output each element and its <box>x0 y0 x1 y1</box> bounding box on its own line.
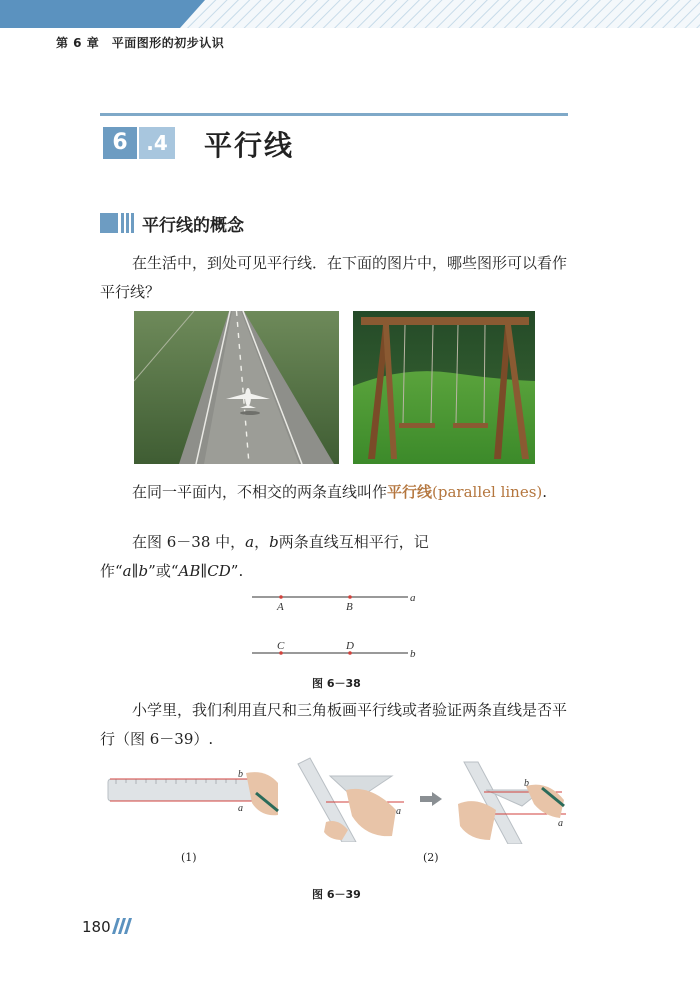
notation-ab-parallel-cd: AB∥CD <box>178 562 231 580</box>
intro-paragraph: 在生活中，到处可见平行线．在下面的图片中，哪些图形可以看作平行线？ <box>100 254 568 301</box>
notation-text: 两条直线互相平行，记作“ <box>100 533 429 580</box>
notation-a-parallel-b: a∥b <box>122 562 149 580</box>
label-a: a <box>238 803 243 814</box>
label-b: b <box>238 769 243 780</box>
var-b: b <box>269 533 279 551</box>
notation-text: ”或“ <box>148 562 179 580</box>
figure-6-39-sub2: (2) <box>423 851 439 864</box>
figure-6-39-1-ruler-drawing <box>106 765 280 837</box>
notation-sep: ， <box>254 533 270 551</box>
point-b <box>348 595 352 599</box>
figure-6-39-2-step1 <box>296 756 408 842</box>
label-point-d: D <box>346 640 354 652</box>
figure-6-38-caption: 图 6－38 <box>312 677 361 690</box>
figure-6-39-caption: 图 6－39 <box>312 888 361 901</box>
notation-text: 在图 6－38 中， <box>132 533 246 551</box>
arrow-right-icon <box>420 792 442 806</box>
page-number: 180 <box>82 918 111 936</box>
term-english: (parallel lines) <box>432 483 543 501</box>
label-point-a: A <box>277 601 284 613</box>
label-a: a <box>558 818 563 829</box>
definition-end: . <box>542 483 548 501</box>
figure-6-39-2-step2 <box>456 760 568 844</box>
header-band <box>0 0 700 28</box>
chapter-title: 第 6 章 平面图形的初步认识 <box>56 36 225 50</box>
label-b: b <box>524 778 529 789</box>
label-line-a: a <box>410 592 416 604</box>
section-title: 平行线 <box>204 129 295 162</box>
term-parallel-lines: 平行线 <box>387 483 433 501</box>
label-line-b: b <box>410 648 416 660</box>
label-a: a <box>396 806 401 817</box>
var-a: a <box>245 533 255 551</box>
definition-text: 在同一平面内，不相交的两条直线叫作 <box>132 483 388 501</box>
section-rule <box>100 113 568 116</box>
section-number-major: 6 <box>103 127 137 159</box>
subsection-title: 平行线的概念 <box>142 216 244 236</box>
section-number-minor: .4 <box>139 127 175 159</box>
notation-text: ”. <box>230 562 244 580</box>
page-slashes-icon <box>108 917 132 935</box>
definition-paragraph <box>100 478 570 507</box>
notation-paragraph <box>100 528 570 586</box>
swing-photo <box>353 311 535 464</box>
figure-6-39-sub1: (1) <box>181 851 197 864</box>
subsection-bars-icon <box>100 213 134 233</box>
label-point-b: B <box>346 601 353 613</box>
figure-6-38 <box>240 585 440 665</box>
ruler-paragraph: 小学里，我们利用直尺和三角板画平行线或者验证两条直线是否平行（图 6－39）. <box>100 701 568 748</box>
runway-airplane-photo <box>134 311 339 464</box>
section-number <box>103 127 175 159</box>
point-a <box>279 595 283 599</box>
label-point-c: C <box>277 640 285 652</box>
